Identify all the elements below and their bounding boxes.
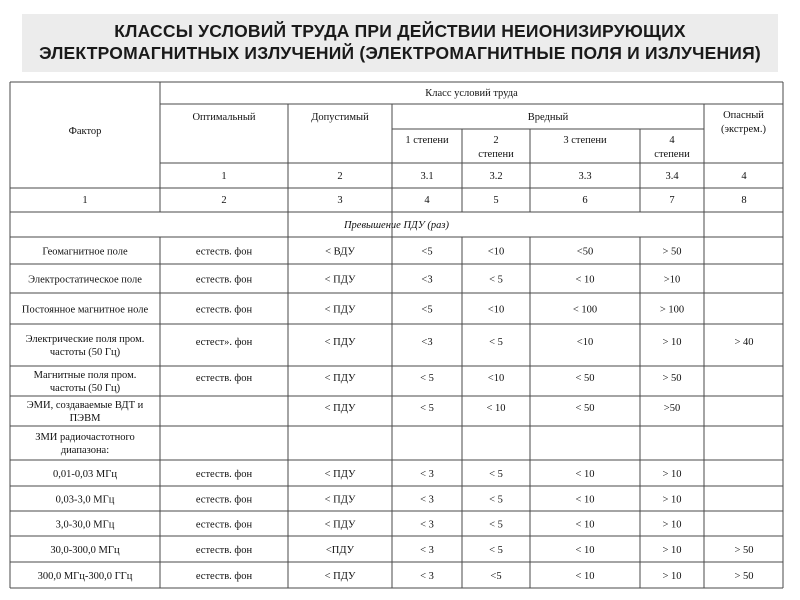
row-cell-value: естеств. фон	[195, 545, 253, 556]
page-title	[22, 14, 778, 72]
row-cell-value: естеств. фон	[195, 274, 253, 286]
row-cell-value: < 5	[489, 274, 503, 286]
row-cell-value: <50	[576, 246, 594, 258]
row-cell-value: >50	[663, 403, 681, 414]
row-cell-value: > 50	[662, 373, 682, 384]
column-number: 4	[424, 195, 430, 206]
table-grid	[8, 80, 792, 592]
row-cell-value: естеств. фон	[195, 571, 253, 582]
row-cell-value: < 3	[420, 494, 434, 506]
row-factor-label: 0,03-3,0 МГц	[55, 494, 115, 506]
row-cell-value: < 5	[420, 403, 434, 414]
row-cell-value: > 10	[662, 519, 682, 531]
row-cell-value: естест». фон	[195, 337, 253, 348]
column-number: 1	[82, 195, 88, 206]
row-cell-value: < 10	[575, 494, 595, 506]
header-acceptable: Допустимый	[311, 112, 369, 123]
class-code: 3.1	[420, 171, 434, 182]
row-factor-label: 0,01-0,03 МГц	[53, 469, 117, 480]
class-code: 2	[337, 171, 343, 182]
row-cell-value: < 3	[420, 571, 434, 582]
row-factor-label: Геомагнитное поле	[42, 246, 128, 258]
row-cell-value: < 10	[575, 274, 595, 286]
row-cell-value: < ПДУ	[324, 571, 356, 582]
row-factor-label: 300,0 МГц-300,0 ГГц	[37, 571, 133, 582]
header-factor: Фактор	[68, 126, 102, 137]
row-factor-label: диапазона:	[60, 445, 110, 456]
row-cell-value: >10	[663, 274, 681, 286]
column-number: 6	[582, 195, 588, 206]
row-cell-value: < ПДУ	[324, 494, 356, 506]
working-conditions-table	[8, 80, 792, 592]
header-degree-4-num: 4	[669, 135, 675, 146]
row-cell-value: < 50	[575, 403, 595, 414]
row-factor-label: частоты (50 Гц)	[49, 383, 121, 394]
row-cell-value: < 3	[420, 545, 434, 556]
row-cell-value: <10	[576, 337, 594, 348]
row-cell-value: < ПДУ	[324, 337, 356, 348]
title-line-2: ЭЛЕКТРОМАГНИТНЫХ ИЗЛУЧЕНИЙ (ЭЛЕКТРОМАГНИТНЫЕ ПОЛЯ И ИЗЛУЧЕНИЯ)	[39, 43, 761, 63]
header-dangerous: Опасный	[723, 110, 764, 121]
row-cell-value: <10	[487, 246, 505, 258]
row-cell-value: естеств. фон	[195, 519, 253, 531]
row-cell-value: <3	[421, 337, 433, 348]
row-cell-value: > 10	[662, 337, 682, 348]
row-cell-value: > 50	[734, 571, 754, 582]
row-cell-value: < 100	[572, 304, 598, 316]
header-degree-4-word: степени	[654, 149, 690, 160]
column-number: 7	[669, 195, 675, 206]
row-cell-value: естеств. фон	[195, 304, 253, 316]
row-cell-value: > 40	[734, 337, 754, 348]
row-cell-value: < ПДУ	[324, 519, 356, 531]
header-degree-2-word: степени	[478, 149, 514, 160]
header-harmful: Вредный	[527, 112, 569, 123]
row-cell-value: < 5	[420, 373, 434, 384]
row-factor-label: ПЭВМ	[69, 413, 101, 424]
row-cell-value: < ПДУ	[324, 373, 356, 384]
row-factor-label: Постоянное магнитное ноле	[21, 304, 149, 316]
column-number: 5	[493, 195, 499, 206]
row-cell-value: естеств. фон	[195, 246, 253, 258]
row-cell-value: <5	[490, 571, 502, 582]
class-code: 4	[741, 171, 747, 182]
title-line-1: КЛАССЫ УСЛОВИЙ ТРУДА ПРИ ДЕЙСТВИИ НЕИОНИЗИРУЮЩИХ	[114, 21, 686, 41]
row-cell-value: < 3	[420, 519, 434, 531]
row-cell-value: < 10	[575, 571, 595, 582]
row-cell-value: < ПДУ	[324, 403, 356, 414]
row-cell-value: < 10	[486, 403, 506, 414]
row-cell-value: <ПДУ	[325, 545, 355, 556]
row-cell-value: < 10	[575, 519, 595, 531]
row-cell-value: <5	[421, 246, 433, 258]
row-cell-value: <10	[487, 304, 505, 316]
row-cell-value: < 3	[420, 469, 434, 480]
row-cell-value: естеств. фон	[195, 494, 253, 506]
header-optimal: Оптимальный	[192, 112, 256, 123]
header-degree-1: 1 степени	[405, 135, 449, 146]
row-factor-label: ЗМИ радиочастотного	[35, 432, 135, 443]
row-cell-value: < ПДУ	[324, 304, 356, 316]
row-cell-value: > 10	[662, 545, 682, 556]
column-number: 8	[741, 195, 747, 206]
row-cell-value: > 10	[662, 571, 682, 582]
header-degree-3: 3 степени	[563, 135, 607, 146]
row-cell-value: > 100	[659, 304, 685, 316]
row-factor-label: частоты (50 Гц)	[49, 347, 121, 358]
class-code: 3.4	[665, 171, 679, 182]
row-factor-label: 3,0-30,0 МГц	[55, 519, 115, 531]
row-cell-value: <3	[421, 274, 433, 286]
row-factor-label: ЭМИ, создаваемые ВДТ и	[26, 400, 144, 411]
row-cell-value: <5	[421, 304, 433, 316]
row-cell-value: > 50	[662, 246, 682, 258]
row-cell-value: естеств. фон	[195, 373, 253, 384]
excess-label: Превышение ПДУ (раз)	[343, 220, 450, 231]
row-cell-value: < ВДУ	[325, 246, 355, 258]
row-cell-value: < ПДУ	[324, 274, 356, 286]
row-cell-value: < 5	[489, 494, 503, 506]
row-cell-value: < 5	[489, 519, 503, 531]
row-factor-label: 30,0-300,0 МГц	[50, 545, 120, 556]
row-cell-value: < 5	[489, 469, 503, 480]
class-code: 3.2	[489, 171, 503, 182]
row-cell-value: > 10	[662, 469, 682, 480]
row-factor-label: Электрические поля пром.	[25, 334, 145, 345]
row-cell-value: естеств. фон	[195, 469, 253, 480]
header-degree-2-num: 2	[493, 135, 499, 146]
row-cell-value: < 5	[489, 545, 503, 556]
class-code: 1	[221, 171, 227, 182]
row-factor-label: Электростатическое поле	[28, 274, 142, 286]
column-number: 3	[337, 195, 343, 206]
row-cell-value: < ПДУ	[324, 469, 356, 480]
row-cell-value: < 5	[489, 337, 503, 348]
row-cell-value: > 10	[662, 494, 682, 506]
row-cell-value: > 50	[734, 545, 754, 556]
row-cell-value: < 10	[575, 545, 595, 556]
row-cell-value: < 10	[575, 469, 595, 480]
class-code: 3.3	[578, 171, 592, 182]
row-cell-value: < 50	[575, 373, 595, 384]
column-number: 2	[221, 195, 227, 206]
header-dangerous-extreme: (экстрем.)	[721, 124, 766, 135]
header-work-class: Класс условий труда	[425, 88, 518, 99]
row-cell-value: <10	[487, 373, 505, 384]
row-factor-label: Магнитные поля пром.	[33, 370, 137, 381]
